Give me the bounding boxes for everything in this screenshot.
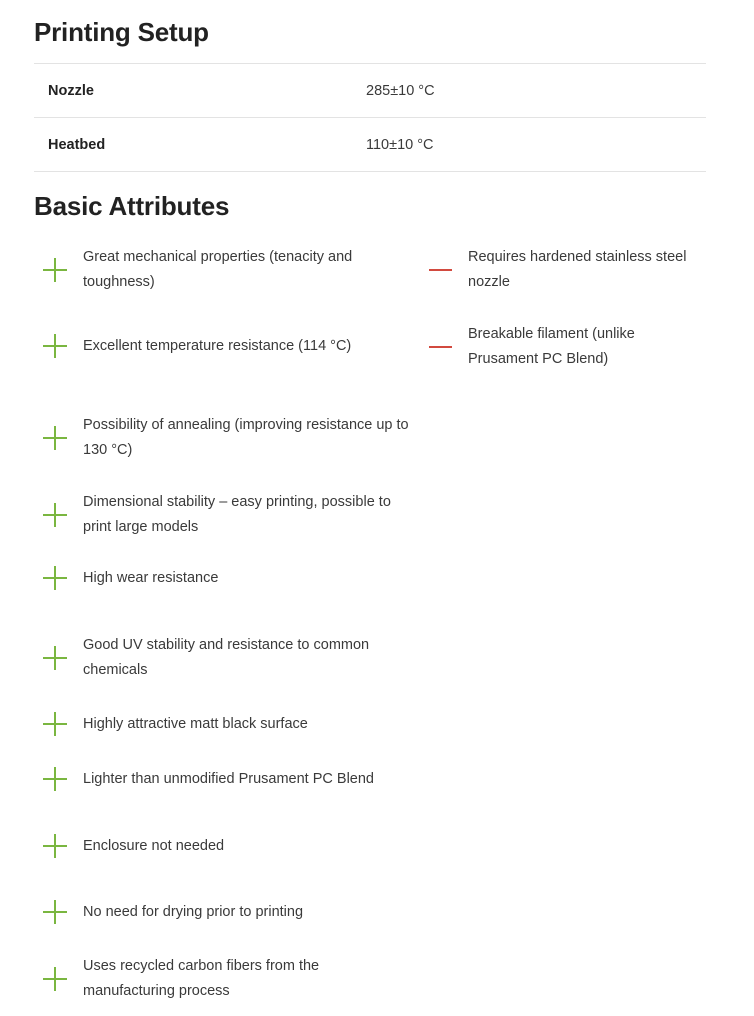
- pro-item: [34, 245, 414, 294]
- plus-icon: [34, 426, 83, 450]
- pro-text: Possibility of annealing (improving resistance up to 130 °C): [83, 417, 409, 458]
- spec-row-heatbed: [34, 118, 706, 172]
- minus-icon: [419, 335, 468, 359]
- plus-icon: [34, 712, 83, 736]
- con-text: Breakable filament (unlike Prusament PC Blend): [468, 326, 635, 367]
- spec-name: Heatbed: [48, 136, 106, 153]
- con-text: Requires hardened stainless steel nozzle: [468, 249, 687, 290]
- plus-icon: [34, 967, 83, 991]
- pro-text: Uses recycled carbon fibers from the manufacturing process: [83, 958, 320, 999]
- con-item: [419, 245, 706, 294]
- pro-item: [34, 334, 414, 359]
- con-item: [419, 322, 706, 371]
- pro-text: Good UV stability and resistance to common chemicals: [83, 637, 370, 678]
- pro-text: Dimensional stability – easy printing, possible to print large models: [83, 494, 391, 535]
- pro-item: [34, 712, 414, 737]
- pro-item: [34, 900, 414, 925]
- printing-setup-table: [34, 63, 706, 172]
- pro-text: Enclosure not needed: [83, 838, 225, 854]
- spec-value: 110±10 °C: [366, 136, 434, 153]
- plus-icon: [34, 258, 83, 282]
- pro-text: High wear resistance: [83, 570, 219, 586]
- basic-attributes-heading: Basic Attributes: [34, 191, 230, 221]
- pro-item: [34, 767, 414, 792]
- pro-item: [34, 566, 414, 591]
- pro-item: [34, 490, 414, 539]
- pro-text: Excellent temperature resistance (114 °C): [83, 338, 352, 354]
- plus-icon: [34, 834, 83, 858]
- pro-text: Great mechanical properties (tenacity and toughness): [83, 249, 353, 290]
- plus-icon: [34, 767, 83, 791]
- pro-item: [34, 413, 414, 462]
- minus-icon: [419, 258, 468, 282]
- pro-item: [34, 954, 414, 1003]
- pro-text: Lighter than unmodified Prusament PC Blend: [83, 771, 374, 787]
- plus-icon: [34, 900, 83, 924]
- pro-text: Highly attractive matt black surface: [83, 716, 308, 732]
- plus-icon: [34, 334, 83, 358]
- plus-icon: [34, 566, 83, 590]
- plus-icon: [34, 646, 83, 670]
- pro-item: [34, 834, 414, 859]
- spec-row-nozzle: [34, 64, 706, 118]
- printing-setup-heading: Printing Setup: [34, 17, 209, 47]
- plus-icon: [34, 503, 83, 527]
- spec-name: Nozzle: [48, 82, 94, 99]
- pro-item: [34, 633, 414, 682]
- pro-text: No need for drying prior to printing: [83, 904, 304, 920]
- spec-value: 285±10 °C: [366, 82, 435, 99]
